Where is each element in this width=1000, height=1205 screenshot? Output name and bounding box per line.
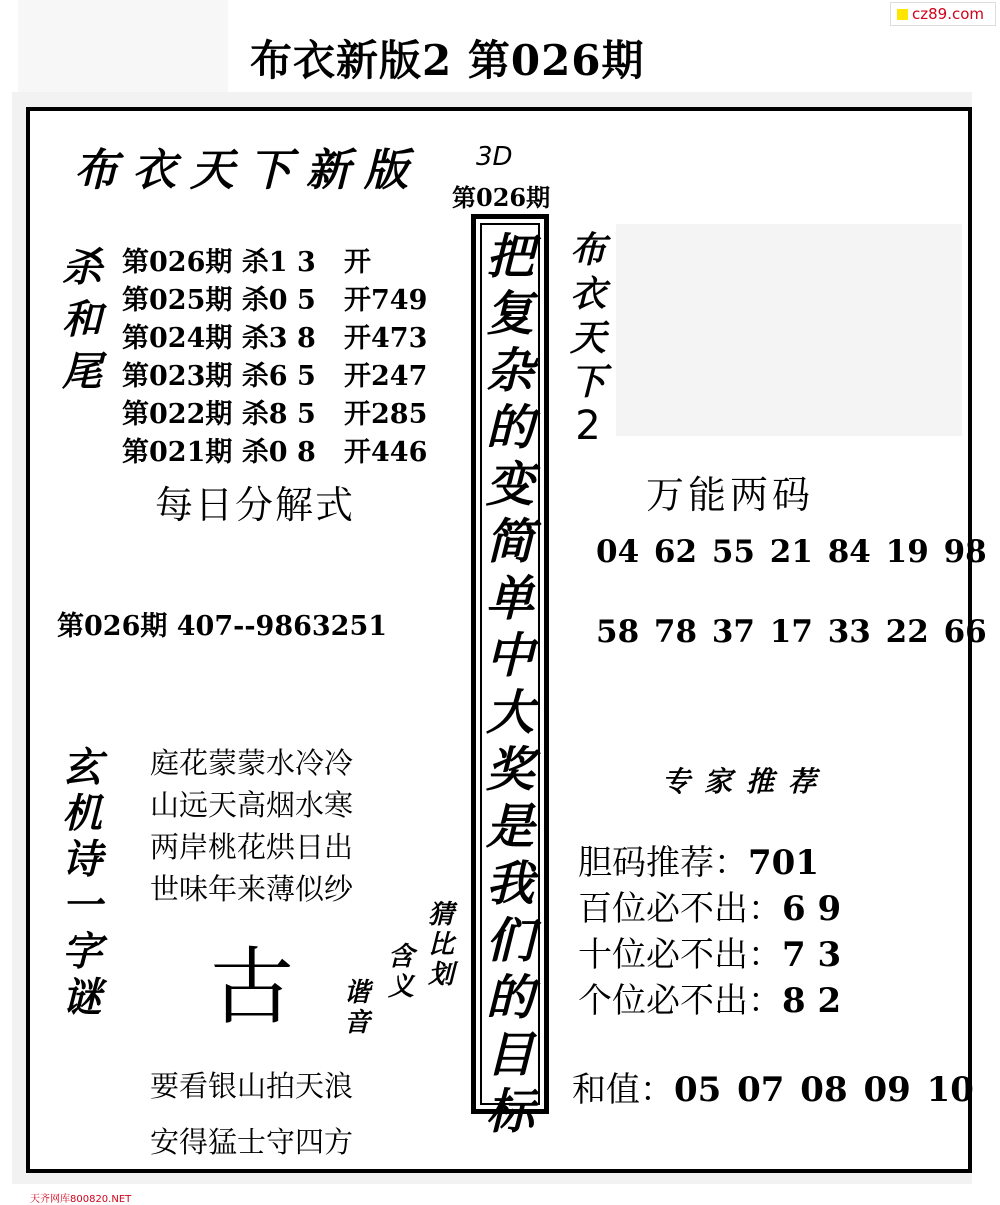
footer-watermark: 天齐网库800820.NET <box>30 1194 132 1205</box>
hezhi-value: 05 07 08 09 10 <box>674 1070 974 1110</box>
issue-tag: 第026期 <box>452 183 551 212</box>
kill-row-left: 第023期 杀6 5 <box>122 361 316 392</box>
hint-han-yi <box>388 942 414 1002</box>
codes-line-1: 04 62 55 21 84 19 98 <box>596 534 987 570</box>
buyi-label <box>570 228 606 448</box>
buyi-char: 天 <box>570 317 607 359</box>
slogan-text <box>476 229 544 1141</box>
kill-row <box>122 396 427 434</box>
kill-row-left: 第024期 杀3 8 <box>122 323 316 354</box>
daily-label: 每日分解式 <box>155 483 356 527</box>
slogan-char: 标 <box>485 1084 534 1140</box>
kill-row-right: 开247 <box>344 361 428 392</box>
hint-char: 猜 <box>428 900 455 930</box>
slogan-char: 的 <box>485 400 534 456</box>
hint-char: 比 <box>428 930 455 960</box>
wanneng-label: 万能两码 <box>646 473 815 517</box>
slogan-char: 简 <box>485 514 534 570</box>
rec-label: 十位必不出： <box>578 935 782 975</box>
sha-he-wei-label <box>62 242 102 398</box>
slogan-char: 单 <box>485 571 534 627</box>
slogan-char: 中 <box>485 628 534 684</box>
recommendation-row <box>578 932 841 978</box>
poem-line: 庭花蒙蒙水冷冷 <box>150 746 354 780</box>
image-placeholder <box>616 224 962 436</box>
xuanji-char: 诗 <box>62 836 102 883</box>
hezhi-row <box>572 1062 974 1111</box>
slogan-char: 复 <box>485 286 534 342</box>
kill-row <box>122 282 427 320</box>
xuanji-char: 谜 <box>62 974 102 1021</box>
slogan-char: 我 <box>485 856 534 912</box>
slogan-char: 们 <box>485 913 534 969</box>
top-left-blank <box>18 0 228 94</box>
xuanji-char: 玄 <box>62 744 102 791</box>
codes-line-2: 58 78 37 17 33 22 66 <box>596 614 987 650</box>
slogan-char: 奖 <box>485 742 534 798</box>
buyi-char: 衣 <box>570 273 607 315</box>
riddle-poem <box>150 742 353 910</box>
slogan-char: 变 <box>485 457 534 513</box>
hezhi-label: 和值： <box>572 1070 674 1110</box>
hint-char: 音 <box>344 1008 371 1038</box>
poem-line: 山远天高烟水寒 <box>150 788 354 822</box>
sha-char: 尾 <box>62 348 102 395</box>
recommendation-list <box>578 840 841 1024</box>
sha-char: 和 <box>62 296 102 343</box>
rec-label: 百位必不出： <box>578 889 782 929</box>
xuanji-char: 字 <box>62 928 102 975</box>
page-title: 布衣新版2 第026期 <box>250 36 645 85</box>
xuanji-label <box>62 745 102 1021</box>
hint-cai-bi-hua <box>428 900 454 990</box>
poem-line: 安得猛士守四方 <box>150 1125 354 1159</box>
rec-value: 701 <box>748 843 819 883</box>
hint-char: 谐 <box>344 978 371 1008</box>
hint-char: 含 <box>388 942 415 972</box>
kill-row-right: 开285 <box>344 399 428 430</box>
rec-value: 7 3 <box>782 935 842 975</box>
kill-row-right: 开 <box>344 247 371 278</box>
kill-row-left: 第025期 杀0 5 <box>122 285 316 316</box>
kill-row-left: 第021期 杀0 8 <box>122 437 316 468</box>
slogan-char: 的 <box>485 970 534 1026</box>
hint-xie-yin <box>344 978 370 1038</box>
slogan-box <box>471 214 549 1140</box>
poster-heading: 布衣天下新版 <box>74 145 422 196</box>
kill-row <box>122 320 427 358</box>
buyi-number: 2 <box>575 403 601 449</box>
rec-value: 6 9 <box>782 889 842 929</box>
slogan-char: 是 <box>485 799 534 855</box>
rec-label: 胆码推荐： <box>578 843 748 883</box>
kill-row <box>122 244 427 282</box>
poem-line: 两岸桃花烘日出 <box>150 830 354 864</box>
bottom-poem <box>150 1058 353 1170</box>
poem-line: 世味年来薄似纱 <box>150 872 354 906</box>
rec-value: 8 2 <box>782 981 842 1021</box>
slogan-char: 杂 <box>485 343 534 399</box>
sha-char: 杀 <box>62 244 102 291</box>
hint-char: 义 <box>388 972 415 1002</box>
xuanji-char: 一 <box>62 882 102 929</box>
slogan-char: 目 <box>485 1027 534 1083</box>
xuanji-char: 机 <box>62 790 102 837</box>
recommendation-row <box>578 978 841 1024</box>
kill-row-left: 第026期 杀1 3 <box>122 247 316 278</box>
poem-line: 要看银山拍天浪 <box>150 1069 354 1103</box>
riddle-answer: 古 <box>210 938 295 1036</box>
kill-row-right: 开473 <box>344 323 428 354</box>
recommendation-row <box>578 886 841 932</box>
hint-char: 划 <box>428 960 455 990</box>
kill-table <box>122 244 427 472</box>
site-badge[interactable] <box>890 2 996 26</box>
kill-row <box>122 358 427 396</box>
tag-3d: 3D <box>476 142 513 172</box>
expert-label: 专家推荐 <box>662 765 831 798</box>
buyi-char: 布 <box>570 229 607 271</box>
kill-row-right: 开446 <box>344 437 428 468</box>
slogan-char: 大 <box>485 685 534 741</box>
badge-label: cz89.com <box>912 5 985 23</box>
recommendation-row <box>578 840 841 886</box>
kill-row-left: 第022期 杀8 5 <box>122 399 316 430</box>
kill-row-right: 开749 <box>344 285 428 316</box>
badge-square-icon <box>897 9 908 20</box>
kill-row <box>122 434 427 472</box>
slogan-char: 把 <box>485 229 534 285</box>
buyi-char: 下 <box>570 361 607 403</box>
daily-formula: 第026期 407--9863251 <box>57 611 388 642</box>
rec-label: 个位必不出： <box>578 981 782 1021</box>
